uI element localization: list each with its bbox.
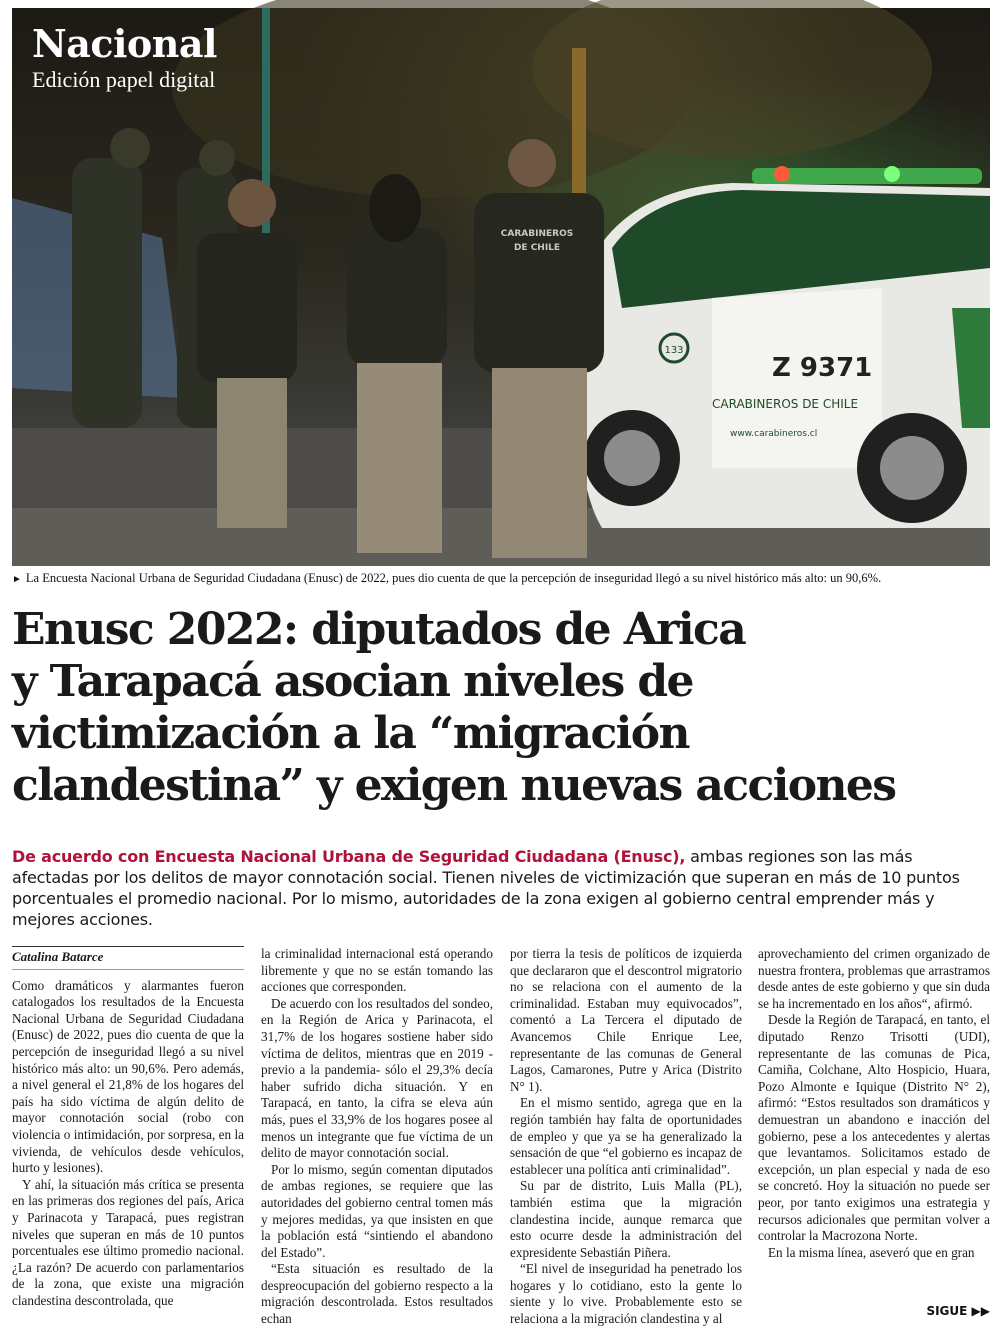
car-plate: Z 9371 — [772, 353, 873, 383]
headline-line-3: victimización a la “migración — [12, 708, 689, 759]
section-label — [32, 22, 217, 92]
headline-line-2: y Tarapacá asocian niveles de — [12, 656, 693, 707]
article-column-4 — [758, 946, 990, 1302]
article-column-2 — [261, 946, 493, 1327]
paragraph: aprovechamiento del crimen organizado de nuestra frontera, problemas que arrastramos desde antes de este gobierno y que sin duda se ha incrementado en los años“, afirmó. — [758, 946, 990, 1011]
hero-photo — [12, 8, 990, 566]
car-web: www.carabineros.cl — [730, 429, 818, 439]
section-title: Nacional — [32, 21, 217, 66]
paragraph: En la misma línea, aseveró que en gran — [768, 1244, 975, 1260]
headline-line-1: Enusc 2022: diputados de Arica — [12, 604, 746, 655]
paragraph: De acuerdo con los resultados del sondeo, en la Región de Arica y Parinacota, el 31,7% de los hogares sostiene haber sido víctima de delitos, mientras que en 2019 -previo a la pandemia- sólo el 29,3% decía haber sufrido dicha situación. Y en Tarapacá, en tanto, la cifra se eleva aún más, pues el 33,9% de los hogares posee al menos un integrante que fue víctima de un delito de mayor connotación social. — [261, 995, 493, 1161]
headline — [12, 604, 972, 812]
lead-highlight: De acuerdo con Encuesta Nacional Urbana de Seguridad Ciudadana (Enusc), — [12, 847, 686, 866]
vest-label-2: DE CHILE — [513, 243, 561, 253]
car-number: 133 — [664, 345, 684, 356]
paragraph: Por lo mismo, según comentan diputados de ambas regiones, se requiere que las autoridades del gobierno central tomen más y mejores medidas, ya que insisten en que la población está “sintiendo el abandono del Estado”. — [261, 1161, 493, 1260]
lead-text: ambas regiones son las más afectadas por los delitos de mayor connotación social. Tienen niveles de victimización que superan en más de 10 puntos porcentuales el promedio nacional. Por lo mismo, autoridades de la zona exigen al gobierno central emprender más y mejores acciones. — [12, 847, 960, 929]
paragraph: Desde la Región de Tarapacá, en tanto, el diputado Renzo Trisotti (UDI), representante de las comunas de Pica, Camiña, Colchane, Alto Hospicio, Huara, Pozo Almonte e Iquique (Distrito N° 2), afirmó: “Estos resultados son dramáticos y demuestran un abandono e inacción del gobierno, pese a los antecedentes y alertas que levantamos. Solicitamos estado de excepción, un plan especial y nada de eso se concretó. Hoy la situación no puede ser peor, por tanto exigimos una estrategia y recursos adicionales que permitan volver a controlar la Macrozona Norte. — [758, 1012, 990, 1244]
caption-text: La Encuesta Nacional Urbana de Seguridad Ciudadana (Enusc) de 2022, pues dio cuenta de que la percepción de inseguridad llegó a su nivel histórico más alto: un 90,6%. — [25, 571, 882, 585]
paragraph: Como dramáticos y alarmantes fueron catalogados los resultados de la Encuesta Nacional Urbana de Seguridad Ciudadana (Enusc) de 2022, pues dio cuenta de que la percepción de inseguridad llegó a su nivel histórico más alto: un 90,6%. Pero además, a nivel general el 21,8% de los hogares del país ha sido víctima de algún delito de mayor connotación social (robo con violencia o intimidación, por sorpresa, en la vivienda, de vehículos desde vehículos, hurto y lesiones). — [12, 977, 244, 1176]
paragraph: En el mismo sentido, agrega que en la región también hay falta de oportunidades de empleo y que ya se ha generalizado la sensación de que “el gobierno es incapaz de establecer una política anti criminalidad”. — [510, 1095, 742, 1177]
paragraph: por tierra la tesis de políticos de izquierda que declararon que el descontrol migratorio no se relaciona con el aumento de la criminalidad. Estaban muy equivocados”, comentó a La Tercera el diputado de Avancemos Chile Enrique Lee, representante de las comunas de General Lagos, Camarones, Putre y Arica (Distrito N° 1). — [510, 946, 742, 1094]
vest-label-1: CARABINEROS — [500, 229, 574, 239]
paragraph: Su par de distrito, Luis Malla (PL), también estima que la migración clandestina incide, aunque remarca que esto ocurre desde la administración del expresidente Sebastián Piñera. — [510, 1178, 742, 1260]
car-label: CARABINEROS DE CHILE — [712, 397, 859, 411]
article-column-1 — [12, 946, 244, 1308]
article-column-3 — [510, 946, 742, 1327]
lead-paragraph — [12, 846, 982, 930]
continue-link[interactable]: SIGUE ▶▶ — [926, 1304, 990, 1318]
byline: Catalina Batarce — [12, 946, 244, 970]
paragraph: “El nivel de inseguridad ha penetrado los hogares y lo cotidiano, esto la gente lo siente y lo vive. Probablemente esto se relaciona a la migración clandestina y al — [510, 1261, 742, 1327]
photo-caption — [12, 570, 990, 588]
caption-triangle-icon: ► — [12, 574, 22, 585]
paragraph: “Esta situación es resultado de la despreocupación del gobierno respecto a la migración descontrolada. Estos resultados echan — [261, 1261, 493, 1327]
section-subtitle: Edición papel digital — [32, 67, 216, 92]
headline-line-4: clandestina” y exigen nuevas acciones — [12, 760, 896, 811]
police-car — [580, 166, 991, 528]
paragraph: la criminalidad internacional está operando libremente y que no se están tomando las acciones que corresponden. — [261, 946, 493, 995]
paragraph: Y ahí, la situación más crítica se presenta en las primeras dos regiones del país, Arica y Parinacota y Tarapacá, pues registran niveles que superan en más de 10 puntos porcentuales ese último promedio nacional. ¿La razón? De acuerdo con parlamentarios de la zona, que existe una migración clandestina descontrolada, que — [12, 1176, 244, 1308]
